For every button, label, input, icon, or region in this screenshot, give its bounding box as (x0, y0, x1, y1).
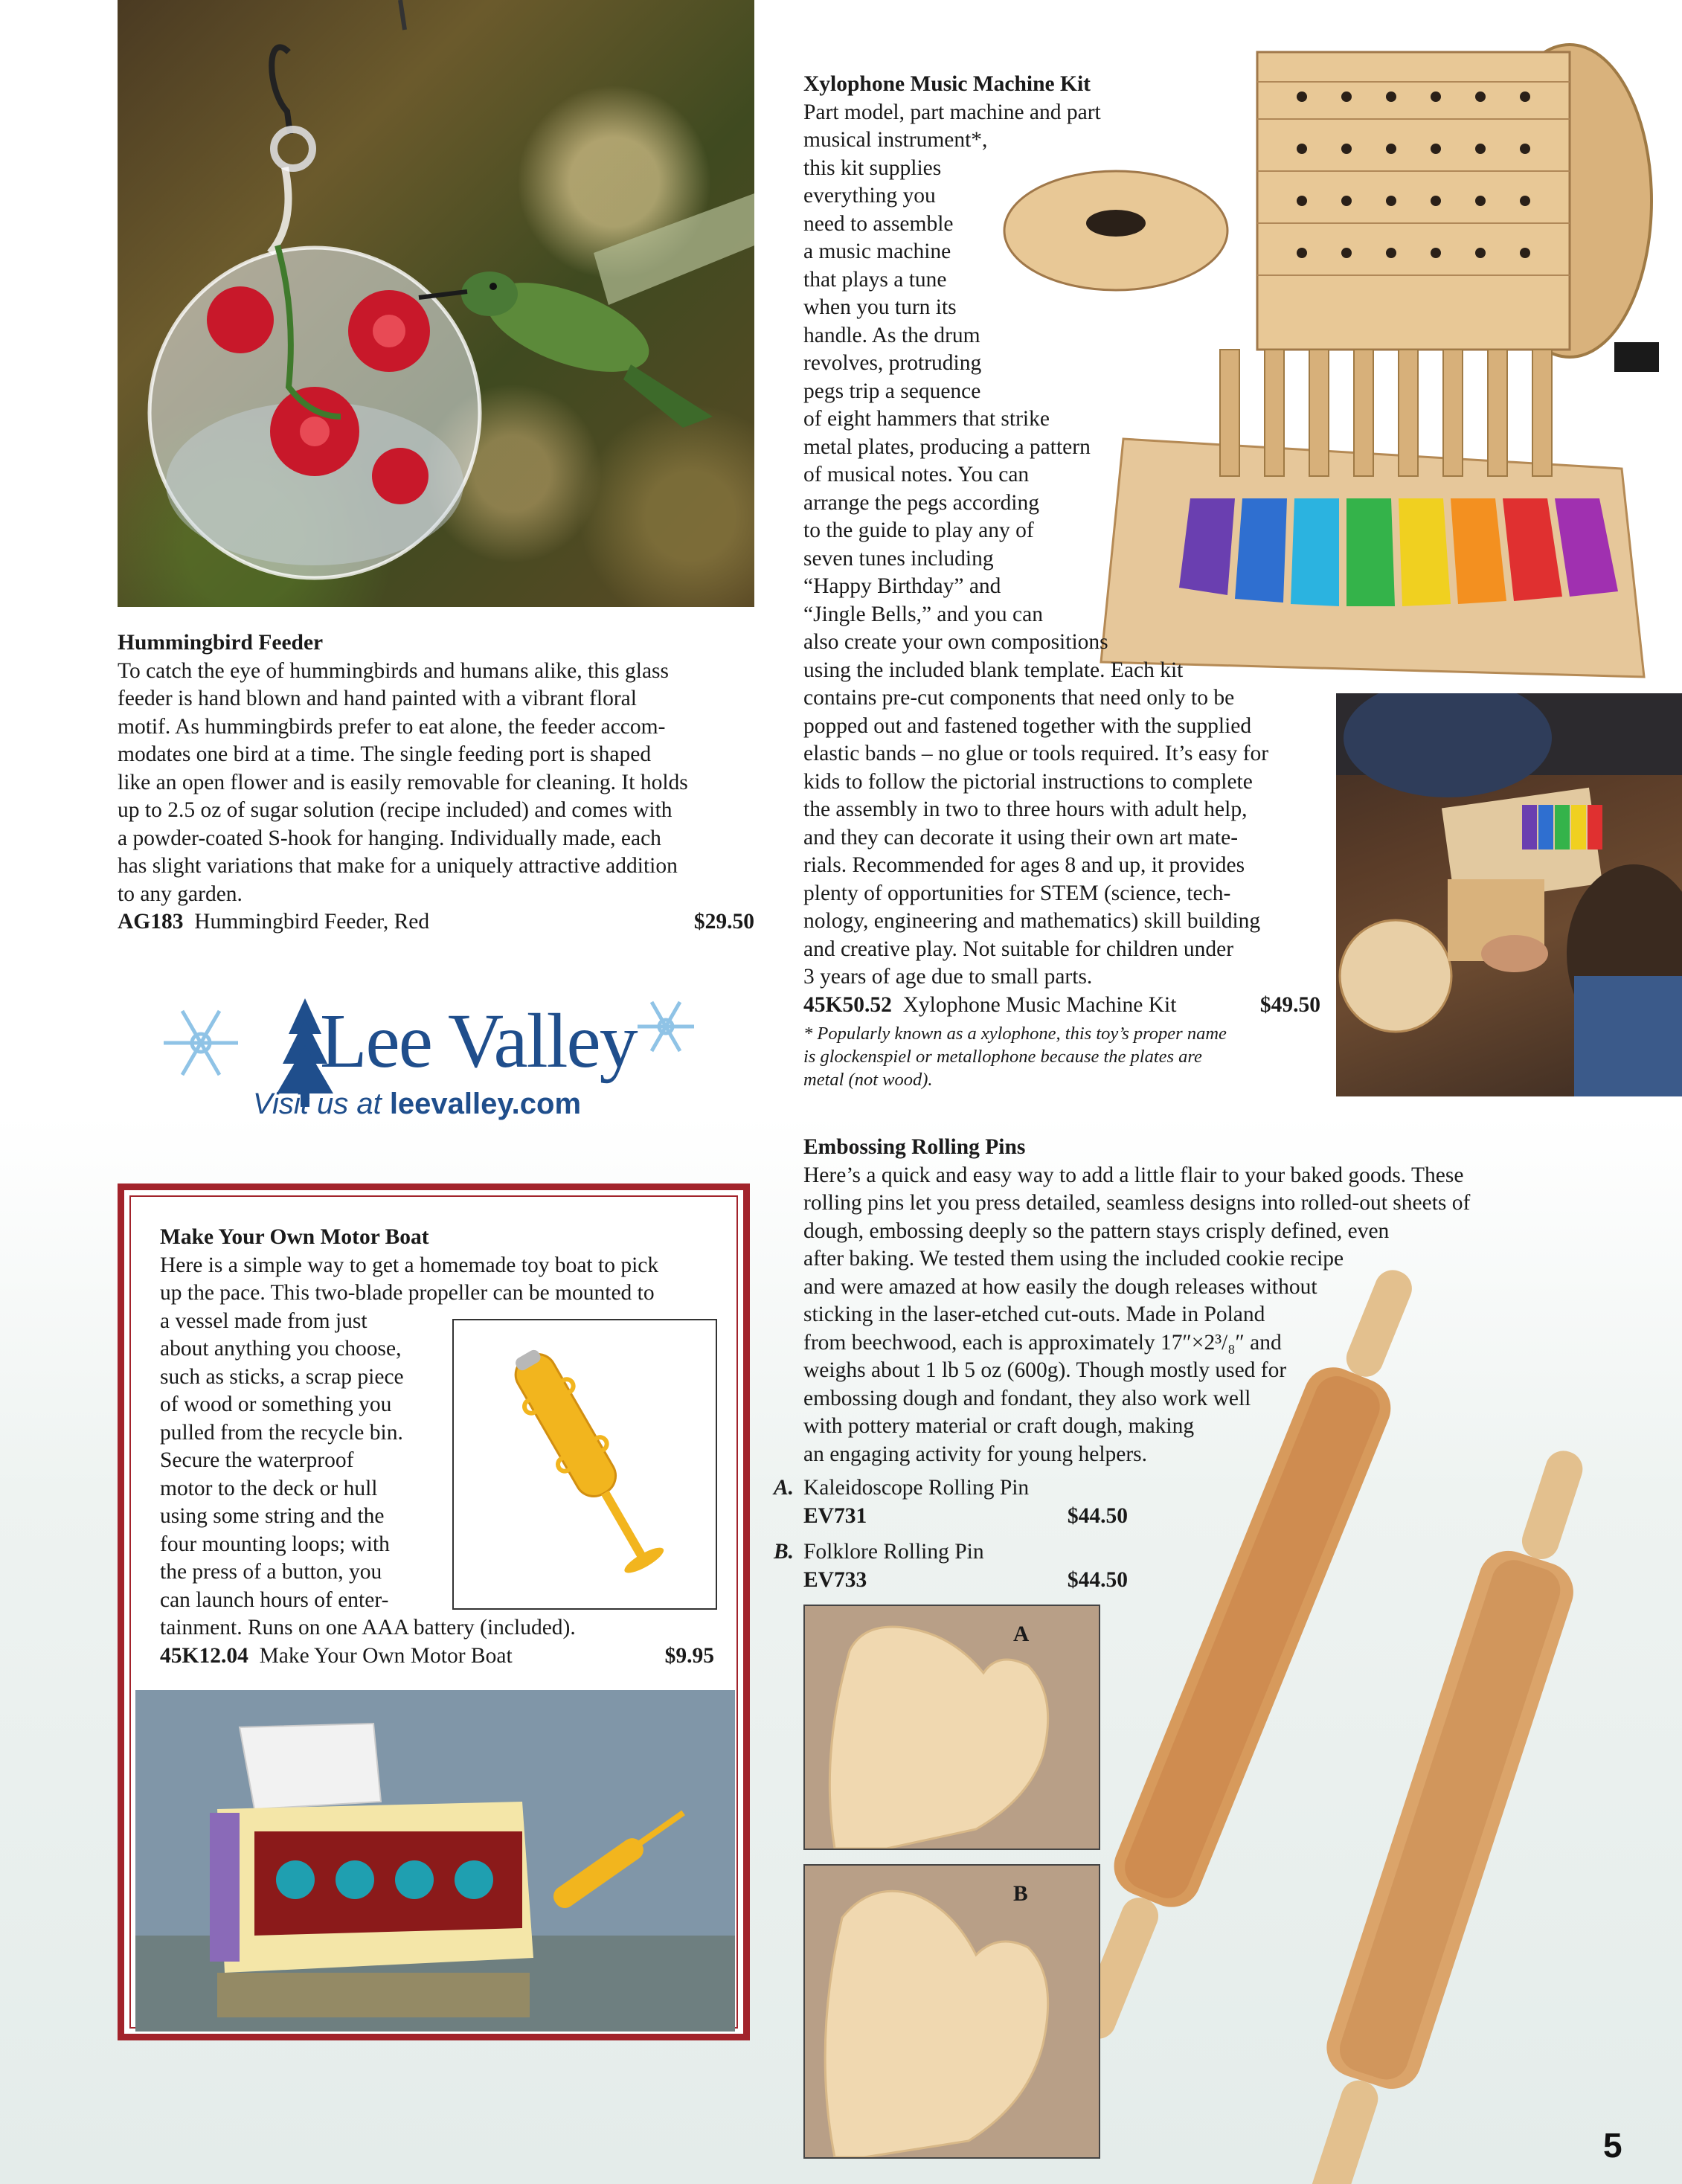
description-line: need to assemble (803, 211, 954, 236)
description-line: rials. Recommended for ages 8 and up, it provides (803, 853, 1245, 877)
hummingbird-feeder-title: Hummingbird Feeder (118, 631, 324, 655)
cookie-a-illustration (805, 1606, 1099, 1849)
image-label-a: A (1013, 1622, 1030, 1646)
sku: AG183 (118, 910, 184, 934)
xylophone-section (803, 71, 1339, 1091)
kids-assembling-photo (1336, 693, 1682, 1096)
description-line: sticking in the laser-etched cut-outs. Made in Poland (803, 1303, 1265, 1326)
rolling-pins-photo (1079, 1220, 1682, 2184)
description-line: metal plates, producing a pattern (803, 434, 1091, 459)
description-line: using the included blank template. Each kit (803, 658, 1184, 682)
hummingbird-feeder-illustration (118, 0, 754, 607)
sku: 45K12.04 (160, 1643, 248, 1668)
hummingbird-feeder-photo (118, 0, 754, 607)
logo-tagline (253, 1086, 581, 1122)
description-line: modates one bird at a time. The single feeding port is shaped (118, 742, 652, 766)
description-line: pegs trip a sequence (803, 379, 981, 403)
description-line: after baking. We tested them using the included cookie recipe (803, 1247, 1344, 1271)
description-line: “Happy Birthday” and (803, 574, 1001, 598)
description-line: handle. As the drum (803, 323, 980, 347)
cookie-photo-b (803, 1864, 1100, 2159)
xylophone-title: Xylophone Music Machine Kit (803, 72, 1091, 96)
description-line: revolves, protruding (803, 351, 982, 375)
footnote-line: * Popularly known as a xylophone, this toy’s proper name (803, 1024, 1227, 1044)
description-line: motif. As hummingbirds prefer to eat alone, the feeder accom- (118, 714, 666, 739)
description-line: can launch hours of enter- (160, 1587, 389, 1612)
motor-boat-order-line (160, 1642, 714, 1671)
description-line: a music machine (803, 240, 951, 263)
description-line: everything you (803, 184, 936, 208)
item-name: Hummingbird Feeder, Red (194, 910, 430, 934)
description-line: Here’s a quick and easy way to add a little flair to your baked goods. These (803, 1163, 1464, 1187)
page-number: 5 (1603, 2126, 1622, 2165)
description-line: plenty of opportunities for STEM (science, tech- (803, 881, 1231, 905)
description-line: of eight hammers that strike (803, 407, 1050, 431)
description-line: an engaging activity for young helpers. (803, 1442, 1148, 1466)
sku: 45K50.52 (803, 992, 892, 1017)
description-line: Part model, part machine and part (803, 100, 1101, 124)
description-line: to any garden. (118, 881, 243, 906)
xylophone-description (803, 99, 1339, 992)
description-line: dough, embossing deeply so the pattern stays crisply defined, even (803, 1218, 1390, 1243)
description-line: a vessel made from just (160, 1308, 367, 1333)
description-line: seven tunes including (803, 546, 994, 571)
item-name: Make Your Own Motor Boat (259, 1643, 513, 1668)
description-line: about anything you choose, (160, 1337, 402, 1361)
price: $9.95 (664, 1643, 714, 1668)
motor-boat-photo (135, 1690, 735, 2032)
description-line: contains pre-cut components that need only to be (803, 686, 1235, 710)
hummingbird-feeder-order-line (118, 908, 754, 937)
description-line: embossing dough and fondant, they also work well (803, 1386, 1251, 1410)
kids-illustration (1336, 693, 1682, 1096)
item-letter: B. (774, 1540, 795, 1564)
item-name: Folklore Rolling Pin (803, 1540, 984, 1564)
footnote-line: is glockenspiel or metallophone because the plates are (803, 1047, 1202, 1067)
xylophone-footnote (803, 1022, 1339, 1091)
description-line: arrange the pegs according (803, 490, 1039, 515)
sku: EV731 (803, 1503, 867, 1528)
cookie-photo-a (803, 1605, 1100, 1850)
description-line: such as sticks, a scrap piece (160, 1364, 404, 1389)
description-line: To catch the eye of hummingbirds and humans alike, this glass (118, 658, 670, 683)
item-name: Xylophone Music Machine Kit (902, 992, 1177, 1017)
description-line: that plays a tune (803, 267, 947, 292)
cookie-b-illustration (805, 1866, 1099, 2157)
description-line: using some string and the (160, 1504, 385, 1528)
description-line: feeder is hand blown and hand painted with a vibrant floral (118, 687, 637, 710)
description-line: to the guide to play any of (803, 518, 1034, 542)
description-line: and creative play. Not suitable for children under (803, 937, 1234, 961)
description-line: also create your own compositions (803, 630, 1108, 654)
description-line: has slight variations that make for a uniquely attractive addition (118, 854, 678, 878)
description-line: Here is a simple way to get a homemade toy boat to pick (160, 1253, 659, 1277)
item-name: Kaleidoscope Rolling Pin (803, 1476, 1030, 1500)
sku: EV733 (803, 1567, 867, 1592)
description-line: Secure the waterproof (160, 1448, 354, 1472)
price: $29.50 (693, 910, 754, 934)
rolling-pins-illustration (1079, 1220, 1682, 2184)
description-line: like an open flower and is easily removable for cleaning. It holds (118, 770, 688, 794)
boat-illustration (135, 1690, 735, 2032)
description-line: and they can decorate it using their own art mate- (803, 825, 1239, 849)
description-line: rolling pins let you press detailed, seamless designs into rolled-out sheets of (803, 1191, 1471, 1215)
description-line: weighs about 1 lb 5 oz (600g). Though mostly used for (803, 1358, 1287, 1382)
rolling-pin-item-a (774, 1474, 1128, 1530)
motor-illustration (454, 1320, 716, 1608)
description-line: elastic bands – no glue or tools required. It’s easy for (803, 742, 1269, 765)
website-link[interactable]: leevalley.com (389, 1088, 582, 1120)
price: $49.50 (1259, 992, 1320, 1017)
description-line: when you turn its (803, 295, 957, 319)
description-line: the press of a button, you (160, 1560, 382, 1584)
description-line: this kit supplies (803, 155, 942, 180)
brand-name: Lee Valley (320, 998, 637, 1084)
hummingbird-feeder-description (118, 658, 754, 909)
rolling-pin-item-b (774, 1538, 1128, 1594)
description-line: motor to the deck or hull (160, 1476, 378, 1500)
description-line: “Jingle Bells,” and you can (803, 602, 1043, 626)
hummingbird-feeder-section (118, 629, 754, 937)
description-line: up the pace. This two-blade propeller can be mounted to (160, 1281, 655, 1305)
description-line: and were amazed at how easily the dough releases without (803, 1274, 1317, 1299)
tagline-prefix: Visit us at (253, 1088, 382, 1120)
image-label-b: B (1013, 1882, 1028, 1906)
description-line: up to 2.5 oz of sugar solution (recipe included) and comes with (118, 798, 673, 822)
lee-valley-logo[interactable] (149, 989, 699, 1138)
description-line: popped out and fastened together with the supplied (803, 713, 1252, 738)
description-line: tainment. Runs on one AAA battery (included). (160, 1616, 576, 1639)
xylophone-order-line (803, 992, 1320, 1020)
description-line: a powder-coated S-hook for hanging. Individually made, each (118, 826, 661, 850)
description-line: of wood or something you (160, 1393, 392, 1416)
motor-boat-title: Make Your Own Motor Boat (160, 1225, 429, 1249)
motor-product-photo (452, 1319, 717, 1610)
description-line: with pottery material or craft dough, making (803, 1414, 1195, 1438)
rolling-pins-title: Embossing Rolling Pins (803, 1135, 1026, 1159)
footnote-line: metal (not wood). (803, 1070, 933, 1090)
description-line: nology, engineering and mathematics) skill building (803, 909, 1261, 933)
description-line: kids to follow the pictorial instructions to complete (803, 769, 1253, 794)
description-line: 3 years of age due to small parts. (803, 965, 1093, 989)
description-line: of musical notes. You can (803, 463, 1030, 486)
description-line: musical instrument*, (803, 128, 988, 152)
description-line: from beechwood, each is approximately 17″×2³/₈″ and (803, 1330, 1282, 1355)
description-line: the assembly in two to three hours with adult help, (803, 797, 1248, 821)
description-line: four mounting loops; with (160, 1532, 390, 1556)
item-letter: A. (774, 1476, 795, 1500)
price: $44.50 (1067, 1567, 1128, 1592)
description-line: pulled from the recycle bin. (160, 1420, 403, 1445)
price: $44.50 (1067, 1503, 1128, 1528)
